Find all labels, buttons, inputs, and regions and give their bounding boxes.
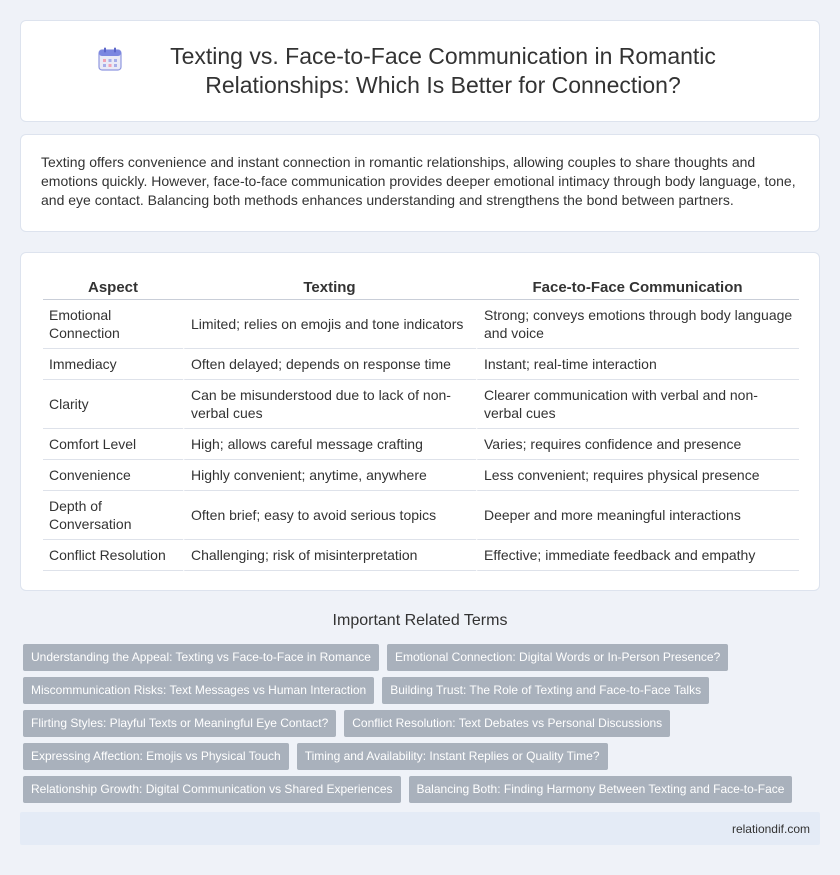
cell-aspect: Convenience: [43, 460, 183, 491]
table-row: [43, 300, 799, 349]
cell-aspect: Comfort Level: [43, 429, 183, 460]
related-term-link[interactable]: Flirting Styles: Playful Texts or Meaningful Eye Contact?: [23, 710, 336, 737]
table-row: [43, 491, 799, 540]
table-header-row: [43, 275, 799, 300]
cell-texting: Limited; relies on emojis and tone indicators: [183, 300, 476, 349]
related-term-link[interactable]: Timing and Availability: Instant Replies or Quality Time?: [297, 743, 608, 770]
cell-aspect: Immediacy: [43, 349, 183, 380]
related-term-link[interactable]: Building Trust: The Role of Texting and Face-to-Face Talks: [382, 677, 709, 704]
cell-texting: High; allows careful message crafting: [183, 429, 476, 460]
cell-texting: Often delayed; depends on response time: [183, 349, 476, 380]
page-title: Texting vs. Face-to-Face Communication in Romantic Relationships: Which Is Better for Connection?: [170, 43, 716, 98]
comparison-table: [43, 275, 799, 571]
cell-face-to-face: Deeper and more meaningful interactions: [476, 491, 799, 540]
related-terms-heading: Important Related Terms: [332, 612, 508, 629]
header-card: [20, 20, 820, 122]
header-aspect: Aspect: [43, 275, 183, 300]
cell-face-to-face: Instant; real-time interaction: [476, 349, 799, 380]
cell-face-to-face: Varies; requires confidence and presence: [476, 429, 799, 460]
cell-texting: Can be misunderstood due to lack of non-verbal cues: [183, 380, 476, 429]
cell-face-to-face: Strong; conveys emotions through body language and voice: [476, 300, 799, 349]
related-term-link[interactable]: Relationship Growth: Digital Communication vs Shared Experiences: [23, 776, 401, 803]
cell-face-to-face: Clearer communication with verbal and non-verbal cues: [476, 380, 799, 429]
calendar-icon: [97, 46, 123, 72]
related-terms-section: [20, 612, 820, 803]
related-term-link[interactable]: Emotional Connection: Digital Words or In-Person Presence?: [387, 644, 728, 671]
related-term-link[interactable]: Understanding the Appeal: Texting vs Face-to-Face in Romance: [23, 644, 379, 671]
header-texting: Texting: [183, 275, 476, 300]
cell-aspect: Depth of Conversation: [43, 491, 183, 540]
comparison-table-card: [20, 252, 820, 591]
table-row: [43, 460, 799, 491]
intro-card: [20, 134, 820, 232]
cell-texting: Often brief; easy to avoid serious topics: [183, 491, 476, 540]
cell-aspect: Conflict Resolution: [43, 540, 183, 571]
table-row: [43, 540, 799, 571]
table-row: [43, 380, 799, 429]
related-term-link[interactable]: Expressing Affection: Emojis vs Physical Touch: [23, 743, 289, 770]
cell-aspect: Clarity: [43, 380, 183, 429]
footer-site-link[interactable]: relationdif.com: [731, 821, 810, 836]
cell-face-to-face: Effective; immediate feedback and empathy: [476, 540, 799, 571]
cell-face-to-face: Less convenient; requires physical presence: [476, 460, 799, 491]
header-face-to-face: Face-to-Face Communication: [476, 275, 799, 300]
footer: [20, 812, 820, 845]
related-term-link[interactable]: Balancing Both: Finding Harmony Between Texting and Face-to-Face: [409, 776, 793, 803]
table-row: [43, 429, 799, 460]
related-term-link[interactable]: Miscommunication Risks: Text Messages vs Human Interaction: [23, 677, 374, 704]
cell-texting: Challenging; risk of misinterpretation: [183, 540, 476, 571]
cell-texting: Highly convenient; anytime, anywhere: [183, 460, 476, 491]
related-term-link[interactable]: Conflict Resolution: Text Debates vs Personal Discussions: [344, 710, 670, 737]
intro-paragraph: Texting offers convenience and instant connection in romantic relationships, allowing couples to share thoughts and emotions quickly. However, face-to-face communication provides deeper emotional intimacy through body language, tone, and eye contact. Balancing both methods enhances understanding and strengthens the bond between partners.: [41, 154, 796, 208]
cell-aspect: Emotional Connection: [43, 300, 183, 349]
related-terms-list: [20, 644, 820, 803]
table-row: [43, 349, 799, 380]
